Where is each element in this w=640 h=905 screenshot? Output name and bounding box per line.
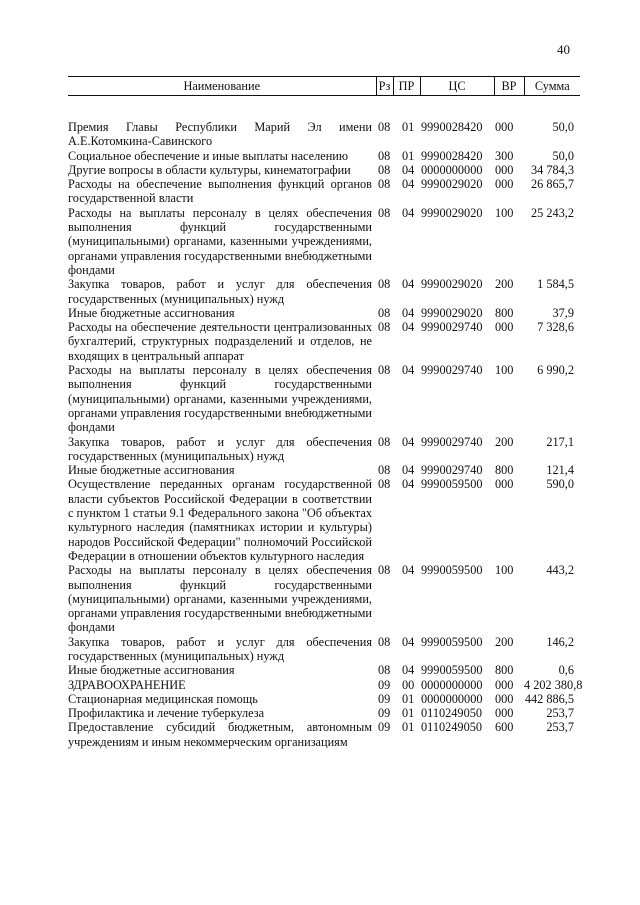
cell-pr: 04 [402,434,415,449]
budget-table [68,76,583,749]
table-row [68,177,580,206]
cell-pr: 04 [402,563,415,578]
cell-sum: 217,1 [546,434,574,449]
cell-pr: 04 [402,277,415,292]
cell-vr: 800 [495,663,514,678]
table-row [68,120,580,149]
cell-pr: 01 [402,148,415,163]
cell-sum: 443,2 [546,563,574,578]
table-row [68,720,580,749]
cell-rz: 08 [378,205,391,220]
cell-name: Закупка товаров, работ и услуг для обеспечения государственных (муниципальных) нужд [68,634,372,663]
cell-cs: 9990059500 [421,663,483,678]
cell-pr: 04 [402,463,415,478]
cell-vr: 000 [495,120,514,134]
cell-rz: 08 [378,463,391,478]
cell-pr: 01 [402,120,415,134]
cell-pr: 04 [402,663,415,678]
header-cs: ЦС [420,77,494,96]
cell-cs: 9990059500 [421,634,483,649]
cell-cs: 9990029020 [421,177,483,192]
cell-pr: 04 [402,634,415,649]
cell-vr: 000 [495,691,514,706]
cell-pr: 04 [402,162,415,177]
cell-rz: 09 [378,677,391,692]
cell-pr: 04 [402,363,415,378]
cell-vr: 000 [495,706,514,721]
cell-rz: 09 [378,706,391,721]
cell-pr: 04 [402,305,415,320]
cell-name: Стационарная медицинская помощь [68,691,258,706]
cell-vr: 100 [495,563,514,578]
table-row [68,306,580,320]
cell-pr: 01 [402,691,415,706]
cell-name: Расходы на выплаты персоналу в целях обеспечения выполнения функций государственными (муниципальными) органами, казенными учреждениями, органами управления государственными внебюджетными фондами [68,363,372,435]
cell-cs: 9990028420 [421,148,483,163]
cell-vr: 000 [495,320,514,335]
cell-pr: 04 [402,205,415,220]
cell-pr: 01 [402,706,415,721]
table-row [68,320,580,363]
cell-rz: 08 [378,363,391,378]
cell-name: Иные бюджетные ассигнования [68,463,235,478]
cell-cs: 0000000000 [421,677,483,692]
table-row [68,149,580,163]
cell-name: Другие вопросы в области культуры, кинематографии [68,162,351,177]
cell-rz: 08 [378,477,391,492]
cell-sum: 146,2 [546,634,574,649]
cell-name: Расходы на выплаты персоналу в целях обеспечения выполнения функций государственными (муниципальными) органами, казенными учреждениями, органами управления государственными внебюджетными фондами [68,205,372,277]
cell-name: Расходы на обеспечение деятельности централизованных бухгалтерий, структурных подразделений и отделов, не входящих в центральный аппарат [68,320,372,363]
cell-vr: 000 [495,477,514,492]
cell-sum: 1 584,5 [537,277,574,292]
table-row [68,678,580,692]
cell-vr: 800 [495,305,514,320]
cell-rz: 08 [378,148,391,163]
cell-cs: 9990029740 [421,363,483,378]
cell-pr: 00 [402,677,415,692]
cell-name: Социальное обеспечение и иные выплаты населению [68,148,349,163]
cell-cs: 9990029020 [421,277,483,292]
header-vr: ВР [494,77,524,96]
header-pr: ПР [393,77,420,96]
cell-name: Иные бюджетные ассигнования [68,663,235,678]
cell-cs: 9990029020 [421,205,483,220]
cell-sum: 442 886,5 [524,691,574,706]
cell-sum: 590,0 [546,477,574,492]
cell-sum: 121,4 [546,463,574,478]
table-row [68,635,580,664]
header-rz: Рз [376,77,393,96]
cell-sum: 26 865,7 [530,177,574,192]
cell-cs: 9990029740 [421,434,483,449]
cell-name: Премия Главы Республики Марий Эл имени А.Е.Котомкина-Савинского [68,120,372,149]
page-number: 40 [557,42,570,57]
cell-cs: 0000000000 [421,691,483,706]
cell-vr: 300 [495,148,514,163]
cell-vr: 000 [495,677,514,692]
cell-sum: 34 784,3 [530,162,574,177]
cell-vr: 000 [495,162,514,177]
cell-rz: 08 [378,120,391,134]
cell-rz: 08 [378,634,391,649]
cell-cs: 0000000000 [421,162,483,177]
cell-name: Осуществление переданных органам государственной власти субъектов Российской Федерации в соответствии с пунктом 1 статьи 9.1 Федерального закона "Об объектах культурного наследия (памятниках истории и культуры) народов Российской Федерации" полномочий Российской Федерации в отношении объектов культурного наследия [68,477,372,563]
cell-sum: 7 328,6 [537,320,574,335]
cell-name: Иные бюджетные ассигнования [68,305,235,320]
cell-sum: 6 990,2 [537,363,574,378]
cell-sum: 50,0 [552,120,574,134]
cell-name: Предоставление субсидий бюджетным, автономным учреждениям и иным некоммерческим организациям [68,720,372,749]
cell-pr: 04 [402,477,415,492]
table-row [68,663,580,677]
table-row [68,163,580,177]
cell-vr: 800 [495,463,514,478]
cell-vr: 100 [495,363,514,378]
cell-rz: 08 [378,320,391,335]
cell-rz: 08 [378,162,391,177]
table-row [68,463,580,477]
cell-name: Закупка товаров, работ и услуг для обеспечения государственных (муниципальных) нужд [68,277,372,306]
header-name: Наименование [68,77,376,96]
cell-vr: 200 [495,277,514,292]
cell-rz: 08 [378,663,391,678]
cell-rz: 08 [378,277,391,292]
cell-sum: 253,7 [546,706,574,721]
cell-name: Расходы на выплаты персоналу в целях обеспечения выполнения функций государственными (муниципальными) органами, казенными учреждениями, органами управления государственными внебюджетными фондами [68,563,372,635]
cell-name: Расходы на обеспечение выполнения функций органов государственной власти [68,177,372,206]
table-spacer [68,96,580,121]
cell-cs: 0110249050 [421,706,483,721]
cell-sum: 253,7 [546,720,574,735]
cell-pr: 04 [402,320,415,335]
table-header-row [68,77,580,96]
cell-rz: 08 [378,434,391,449]
cell-pr: 01 [402,720,415,735]
cell-cs: 9990029740 [421,463,483,478]
header-sum: Сумма [524,77,580,96]
table-row [68,206,580,277]
cell-name: Закупка товаров, работ и услуг для обеспечения государственных (муниципальных) нужд [68,434,372,463]
cell-cs: 9990059500 [421,563,483,578]
cell-sum: 37,9 [552,305,574,320]
cell-vr: 000 [495,177,514,192]
cell-cs: 9990029020 [421,305,483,320]
cell-cs: 9990028420 [421,120,483,134]
table-row [68,277,580,306]
cell-sum: 25 243,2 [530,205,574,220]
table-body [68,96,583,750]
cell-sum: 0,6 [558,663,574,678]
table-row [68,706,580,720]
cell-vr: 600 [495,720,514,735]
cell-rz: 09 [378,691,391,706]
cell-cs: 9990029740 [421,320,483,335]
cell-cs: 0110249050 [421,720,483,735]
table-row [68,692,580,706]
cell-name: ЗДРАВООХРАНЕНИЕ [68,677,186,692]
cell-cs: 9990059500 [421,477,483,492]
cell-rz: 08 [378,305,391,320]
cell-sum: 50,0 [552,148,574,163]
cell-rz: 09 [378,720,391,735]
cell-vr: 200 [495,434,514,449]
table-row [68,435,580,464]
table-row [68,363,580,434]
table-row [68,563,580,634]
cell-rz: 08 [378,177,391,192]
cell-name: Профилактика и лечение туберкулеза [68,706,265,721]
cell-vr: 100 [495,205,514,220]
cell-pr: 04 [402,177,415,192]
cell-rz: 08 [378,563,391,578]
cell-vr: 200 [495,634,514,649]
cell-sum: 4 202 380,8 [524,677,583,692]
table-row [68,477,580,563]
